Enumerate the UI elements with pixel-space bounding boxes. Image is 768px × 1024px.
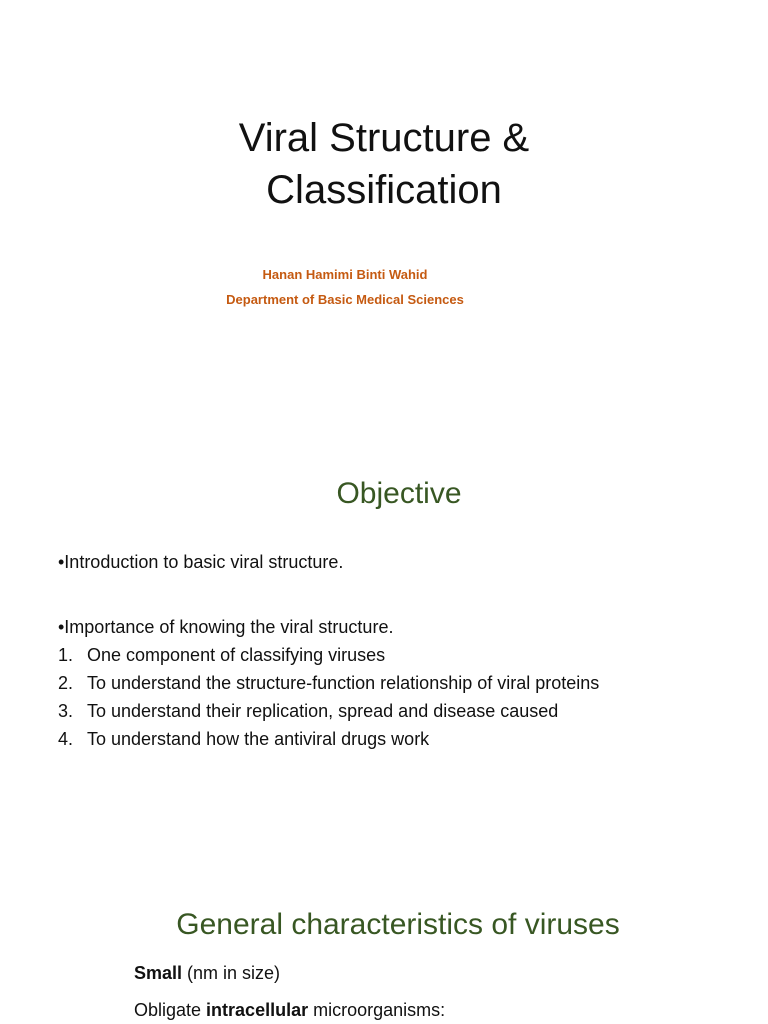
list-item (58, 725, 599, 753)
list-item (58, 669, 599, 697)
list-number: 1. (58, 645, 74, 665)
objective-heading: Objective (336, 477, 462, 510)
objective-list (58, 641, 599, 753)
author-name: Hanan Hamimi Binti Wahid (262, 267, 428, 282)
intro-bullet: •Introduction to basic viral structure. (58, 552, 344, 572)
bold-term: Small (134, 963, 183, 983)
characteristic-intracellular (134, 997, 445, 1023)
bold-term: intracellular (206, 1000, 309, 1020)
list-text: To understand their replication, spread and disease caused (87, 701, 559, 721)
title-line-2: Classification (266, 168, 502, 212)
list-text: To understand how the antiviral drugs work (87, 729, 430, 749)
title-line-1: Viral Structure & (238, 116, 530, 160)
list-number: 3. (58, 701, 74, 721)
term-detail: microorganisms: (308, 1000, 446, 1020)
general-characteristics-heading: General characteristics of viruses (176, 908, 620, 941)
list-text: To understand the structure-function relationship of viral proteins (87, 673, 600, 693)
list-number: 2. (58, 673, 74, 693)
list-number: 4. (58, 729, 74, 749)
characteristic-size (134, 960, 280, 986)
presentation-title (0, 112, 768, 216)
list-item (58, 641, 599, 669)
list-text: One component of classifying viruses (87, 645, 386, 665)
department-name: Department of Basic Medical Sciences (226, 292, 464, 307)
title-slide (0, 0, 768, 400)
importance-bullet: •Importance of knowing the viral structure. (58, 617, 394, 637)
list-item (58, 697, 599, 725)
term-prefix: Obligate (134, 1000, 207, 1020)
term-detail: (nm in size) (182, 963, 281, 983)
